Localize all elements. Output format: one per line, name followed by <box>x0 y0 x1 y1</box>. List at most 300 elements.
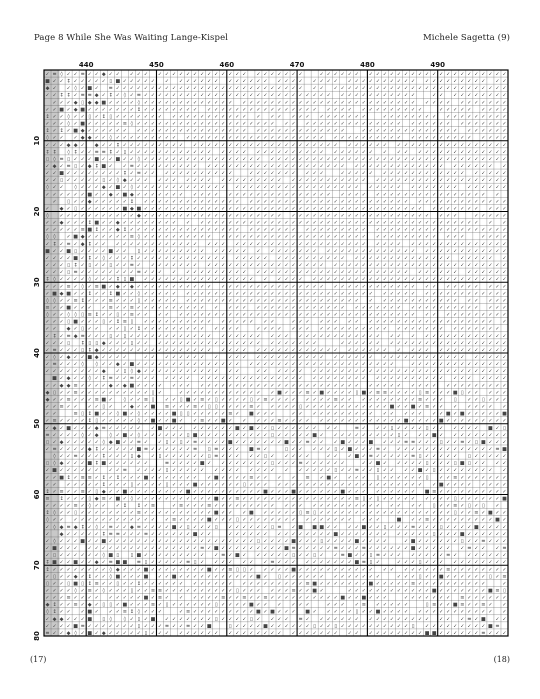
stitch-symbol: ✓ <box>410 361 416 368</box>
stitch-symbol: ✓ <box>171 213 177 220</box>
stitch-symbol: ✓ <box>193 191 198 198</box>
stitch-symbol: ■ <box>45 78 50 85</box>
stitch-symbol: ✓ <box>207 227 212 234</box>
stitch-symbol: ✓ <box>410 510 416 517</box>
stitch-symbol: ✓ <box>228 432 233 439</box>
stitch-symbol: ✓ <box>298 531 303 538</box>
stitch-symbol: ✓ <box>410 573 416 580</box>
stitch-symbol: ✓ <box>263 503 268 510</box>
stitch-symbol: ↕ <box>45 113 50 120</box>
stitch-symbol: ≡ <box>52 347 57 354</box>
stitch-symbol: ◆ <box>73 524 78 531</box>
stitch-symbol: ✓ <box>502 474 507 481</box>
stitch-symbol: ✓ <box>305 304 310 311</box>
stitch-symbol: ✓ <box>277 248 282 255</box>
stitch-symbol: ✓ <box>143 234 149 241</box>
stitch-symbol: ■ <box>185 488 191 495</box>
stitch-symbol: ↕ <box>122 227 127 234</box>
stitch-symbol: ✓ <box>502 283 507 290</box>
stitch-symbol: ✓ <box>403 276 409 283</box>
stitch-symbol: ✓ <box>108 389 113 396</box>
stitch-symbol: ✓ <box>157 319 163 326</box>
stitch-symbol: ✓ <box>340 375 345 382</box>
stitch-symbol: ✓ <box>474 503 479 510</box>
stitch-symbol: ✓ <box>326 276 331 283</box>
stitch-symbol: ◊ <box>81 432 84 439</box>
stitch-symbol: ✓ <box>108 361 113 368</box>
stitch-symbol: ≡ <box>453 503 458 510</box>
stitch-symbol: ✓ <box>333 163 338 170</box>
stitch-symbol: ✓ <box>347 467 352 474</box>
stitch-symbol: ✓ <box>375 177 381 184</box>
stitch-symbol: ✓ <box>256 297 261 304</box>
stitch-symbol: ✓ <box>467 283 472 290</box>
stitch-symbol: ✓ <box>368 262 374 269</box>
stitch-symbol: ◆ <box>73 99 78 106</box>
stitch-symbol: ↕ <box>101 375 106 382</box>
stitch-symbol: ✓ <box>256 156 261 163</box>
stitch-symbol: ✓ <box>80 213 85 220</box>
stitch-symbol: ◊ <box>102 255 105 262</box>
stitch-symbol: ◆ <box>80 128 85 135</box>
stitch-symbol: ✓ <box>73 425 78 432</box>
stitch-symbol: ✓ <box>298 333 303 340</box>
stitch-symbol: ✓ <box>375 248 381 255</box>
stitch-symbol: ✓ <box>256 198 261 205</box>
page-number-right: (18) <box>493 655 510 664</box>
stitch-symbol: ✓ <box>474 149 479 156</box>
stitch-symbol: ✓ <box>453 333 458 340</box>
stitch-symbol: ✓ <box>347 121 352 128</box>
stitch-symbol: ✓ <box>446 312 451 319</box>
stitch-symbol: ✓ <box>432 439 437 446</box>
stitch-symbol: ✓ <box>382 312 388 319</box>
stitch-symbol: ✓ <box>368 510 374 517</box>
stitch-symbol: ✓ <box>221 453 226 460</box>
stitch-symbol: ✓ <box>432 163 437 170</box>
stitch-symbol: ■ <box>87 191 93 198</box>
stitch-symbol: ✓ <box>319 595 324 602</box>
stitch-symbol: ✓ <box>178 467 184 474</box>
stitch-symbol: ↕ <box>136 106 142 113</box>
stitch-symbol: ✓ <box>256 262 261 269</box>
stitch-symbol: ✓ <box>178 78 184 85</box>
stitch-symbol: ✓ <box>488 439 493 446</box>
stitch-symbol: ✓ <box>439 517 444 524</box>
stitch-symbol: ✓ <box>52 304 57 311</box>
stitch-symbol: ✓ <box>375 269 381 276</box>
stitch-symbol: ✓ <box>242 623 247 630</box>
stitch-symbol: ✓ <box>228 340 233 347</box>
stitch-symbol: ✓ <box>340 368 345 375</box>
stitch-symbol: ✓ <box>80 368 85 375</box>
stitch-symbol: ✓ <box>242 213 247 220</box>
stitch-symbol: ✓ <box>333 481 338 488</box>
stitch-symbol: ✓ <box>186 368 191 375</box>
stitch-symbol: ✓ <box>200 78 205 85</box>
stitch-symbol: ▯ <box>439 524 443 531</box>
stitch-symbol: ✓ <box>73 481 78 488</box>
stitch-symbol: ✓ <box>347 496 352 503</box>
stitch-symbol: ✓ <box>403 368 409 375</box>
stitch-symbol: ✓ <box>467 602 472 609</box>
stitch-symbol: ▯ <box>214 616 218 623</box>
stitch-symbol: ✓ <box>446 587 451 594</box>
stitch-symbol: ✓ <box>446 347 451 354</box>
stitch-symbol: ✓ <box>474 213 479 220</box>
stitch-symbol: ✓ <box>389 319 395 326</box>
stitch-symbol: ✓ <box>326 389 331 396</box>
stitch-symbol: ✓ <box>277 496 282 503</box>
stitch-symbol: ✓ <box>396 156 402 163</box>
stitch-symbol: ✓ <box>122 361 127 368</box>
stitch-symbol: ◆ <box>122 177 127 184</box>
stitch-symbol: ✓ <box>129 241 134 248</box>
stitch-symbol: ✓ <box>52 198 57 205</box>
stitch-symbol: ◊ <box>123 616 127 623</box>
stitch-symbol: ✓ <box>326 524 331 531</box>
stitch-symbol: ✓ <box>460 276 465 283</box>
stitch-symbol: ✓ <box>94 326 99 333</box>
stitch-symbol: ✓ <box>481 609 486 616</box>
stitch-symbol: ✓ <box>242 524 247 531</box>
stitch-symbol: ■ <box>213 474 219 481</box>
stitch-symbol: ✓ <box>474 220 479 227</box>
stitch-symbol: ✓ <box>122 113 127 120</box>
stitch-symbol: ✓ <box>481 623 486 630</box>
stitch-symbol: ≡ <box>305 510 310 517</box>
stitch-symbol: ≡ <box>122 121 127 128</box>
stitch-symbol: ✓ <box>326 319 331 326</box>
stitch-symbol: ✓ <box>361 354 366 361</box>
stitch-symbol: ✓ <box>467 425 472 432</box>
stitch-symbol: ◆ <box>52 616 57 623</box>
stitch-symbol: ✓ <box>108 227 113 234</box>
stitch-symbol: ✓ <box>73 439 78 446</box>
stitch-symbol: ✓ <box>200 248 205 255</box>
stitch-symbol: ✓ <box>340 312 345 319</box>
stitch-symbol: ✓ <box>474 354 479 361</box>
stitch-symbol: ✓ <box>200 191 205 198</box>
stitch-symbol: ✓ <box>481 552 486 559</box>
stitch-symbol: ✓ <box>361 205 366 212</box>
stitch-symbol: ✓ <box>403 524 409 531</box>
stitch-symbol: ✓ <box>418 460 423 467</box>
stitch-symbol: ✓ <box>52 312 57 319</box>
stitch-symbol: ✓ <box>101 248 106 255</box>
stitch-symbol: ✓ <box>312 213 317 220</box>
stitch-symbol: ✓ <box>66 276 71 283</box>
stitch-symbol: ✓ <box>193 78 198 85</box>
stitch-symbol: ✓ <box>389 375 395 382</box>
stitch-symbol: ✓ <box>432 276 437 283</box>
stitch-symbol: ✓ <box>298 106 303 113</box>
stitch-symbol: ✓ <box>446 304 451 311</box>
stitch-symbol: ✓ <box>396 241 402 248</box>
stitch-symbol: ✓ <box>389 128 395 135</box>
stitch-symbol: ✓ <box>347 375 352 382</box>
stitch-symbol: ✓ <box>432 297 437 304</box>
stitch-symbol: ✓ <box>298 602 303 609</box>
stitch-symbol: ✓ <box>488 630 493 637</box>
stitch-symbol: ✓ <box>235 149 240 156</box>
stitch-symbol: ✓ <box>446 149 451 156</box>
stitch-symbol: ✓ <box>207 135 212 142</box>
stitch-symbol: ✓ <box>488 595 493 602</box>
stitch-symbol: ✓ <box>488 198 493 205</box>
stitch-symbol: ✓ <box>150 453 156 460</box>
stitch-symbol: ✓ <box>495 418 500 425</box>
stitch-symbol: ✓ <box>193 595 198 602</box>
stitch-symbol: ✓ <box>101 411 106 418</box>
stitch-symbol: ✓ <box>312 425 317 432</box>
stitch-symbol: ✓ <box>235 630 240 637</box>
stitch-symbol: ✓ <box>207 524 212 531</box>
stitch-symbol: ✓ <box>474 404 479 411</box>
stitch-symbol: ✓ <box>425 580 430 587</box>
stitch-symbol: ✓ <box>495 128 500 135</box>
stitch-symbol: ✓ <box>432 326 437 333</box>
stitch-symbol: ≡ <box>108 559 113 566</box>
stitch-symbol: ✓ <box>425 396 430 403</box>
stitch-symbol: ✓ <box>277 354 282 361</box>
stitch-symbol: ✓ <box>178 99 184 106</box>
stitch-symbol: ✓ <box>178 354 184 361</box>
stitch-symbol: ✓ <box>164 177 170 184</box>
stitch-symbol: ✓ <box>418 135 423 142</box>
stitch-symbol: ✓ <box>115 85 120 92</box>
stitch-symbol: ✓ <box>474 587 479 594</box>
stitch-symbol: ✓ <box>396 503 402 510</box>
stitch-symbol: ✓ <box>235 78 240 85</box>
stitch-symbol: ✓ <box>382 326 388 333</box>
stitch-symbol: ✓ <box>502 71 507 78</box>
stitch-symbol: ✓ <box>432 517 437 524</box>
stitch-symbol: ≡ <box>80 623 85 630</box>
stitch-symbol: ✓ <box>270 198 275 205</box>
stitch-symbol: ✓ <box>389 248 395 255</box>
stitch-symbol: ✓ <box>291 177 296 184</box>
stitch-symbol: ✓ <box>361 517 366 524</box>
stitch-symbol: ≡ <box>66 241 71 248</box>
stitch-symbol: ✓ <box>200 616 205 623</box>
stitch-symbol: ■ <box>45 248 50 255</box>
stitch-symbol: ✓ <box>291 85 296 92</box>
stitch-symbol: ≡ <box>52 361 57 368</box>
stitch-symbol: ✓ <box>312 396 317 403</box>
stitch-symbol: ✓ <box>446 333 451 340</box>
stitch-symbol: ✓ <box>284 368 289 375</box>
stitch-symbol: ✓ <box>319 121 324 128</box>
stitch-symbol: ✓ <box>291 198 296 205</box>
stitch-symbol: ✓ <box>291 92 296 99</box>
stitch-symbol: ■ <box>73 255 79 262</box>
stitch-symbol: ✓ <box>495 545 500 552</box>
stitch-symbol: ✓ <box>305 425 310 432</box>
stitch-symbol: ✓ <box>326 510 331 517</box>
stitch-symbol: ✓ <box>277 220 282 227</box>
stitch-symbol: ✓ <box>495 290 500 297</box>
stitch-symbol: ✓ <box>474 595 479 602</box>
stitch-symbol: ✓ <box>396 545 402 552</box>
stitch-symbol: ✓ <box>453 361 458 368</box>
stitch-symbol: ✓ <box>298 503 303 510</box>
stitch-symbol: ✓ <box>150 510 156 517</box>
stitch-symbol: ✓ <box>396 354 402 361</box>
stitch-symbol: ✓ <box>256 474 261 481</box>
stitch-symbol: ✓ <box>228 128 233 135</box>
stitch-symbol: ✓ <box>284 623 289 630</box>
stitch-symbol: ✓ <box>150 474 156 481</box>
stitch-symbol: ✓ <box>249 467 254 474</box>
stitch-symbol: ✓ <box>439 106 444 113</box>
stitch-symbol: ✓ <box>45 418 50 425</box>
stitch-symbol: ✓ <box>403 220 409 227</box>
stitch-symbol: ✓ <box>242 404 247 411</box>
stitch-symbol: ✓ <box>193 156 198 163</box>
stitch-symbol: ✓ <box>382 375 388 382</box>
stitch-symbol: ✓ <box>298 92 303 99</box>
stitch-symbol: ✓ <box>354 177 359 184</box>
stitch-symbol: ✓ <box>305 453 310 460</box>
stitch-symbol: ✓ <box>186 121 191 128</box>
stitch-symbol: ✓ <box>502 198 507 205</box>
stitch-symbol: ≡ <box>108 524 113 531</box>
stitch-symbol: ✓ <box>410 170 416 177</box>
stitch-symbol: ✓ <box>432 177 437 184</box>
stitch-symbol: ✓ <box>432 552 437 559</box>
stitch-symbol: ≡ <box>66 283 71 290</box>
stitch-symbol: ✓ <box>333 439 338 446</box>
stitch-symbol: ✓ <box>418 524 423 531</box>
stitch-symbol: ✓ <box>108 418 113 425</box>
stitch-symbol: ✓ <box>150 255 156 262</box>
stitch-symbol: ◆ <box>129 524 134 531</box>
stitch-symbol: ✓ <box>361 290 366 297</box>
stitch-symbol: ✓ <box>263 177 268 184</box>
stitch-symbol: ✓ <box>340 503 345 510</box>
stitch-symbol: ▯ <box>474 439 478 446</box>
stitch-symbol: ✓ <box>242 609 247 616</box>
stitch-symbol: ✓ <box>488 283 493 290</box>
stitch-symbol: ≡ <box>460 439 465 446</box>
stitch-symbol: ✓ <box>326 503 331 510</box>
stitch-symbol: ▯ <box>46 156 49 163</box>
stitch-symbol: ✓ <box>228 170 233 177</box>
stitch-symbol: ✓ <box>242 156 247 163</box>
column-label: 450 <box>149 61 164 69</box>
stitch-symbol: ✓ <box>284 333 289 340</box>
stitch-symbol: ✓ <box>326 99 331 106</box>
stitch-symbol: ✓ <box>108 71 113 78</box>
stitch-symbol: ✓ <box>45 411 50 418</box>
stitch-symbol: ✓ <box>171 333 177 340</box>
stitch-symbol: ✓ <box>467 340 472 347</box>
stitch-symbol: ✓ <box>59 432 64 439</box>
stitch-symbol: ✓ <box>129 99 134 106</box>
stitch-symbol: ✓ <box>207 106 212 113</box>
stitch-symbol: ✓ <box>361 262 366 269</box>
stitch-symbol: ✓ <box>200 177 205 184</box>
stitch-symbol: ✓ <box>143 177 149 184</box>
stitch-symbol: ▯ <box>376 496 380 503</box>
stitch-symbol: ✓ <box>410 389 416 396</box>
stitch-symbol: ✓ <box>150 481 156 488</box>
stitch-symbol: ✓ <box>488 121 493 128</box>
stitch-symbol: ■ <box>354 559 360 566</box>
stitch-symbol: ✓ <box>186 213 191 220</box>
stitch-symbol: ✓ <box>403 177 409 184</box>
stitch-symbol: ◊ <box>109 573 113 580</box>
stitch-symbol: ✓ <box>474 396 479 403</box>
stitch-symbol: ■ <box>73 559 79 566</box>
stitch-symbol: ✓ <box>312 106 317 113</box>
stitch-symbol: ✓ <box>474 262 479 269</box>
stitch-symbol: ≡ <box>101 425 106 432</box>
stitch-symbol: ✓ <box>312 283 317 290</box>
stitch-symbol: ✓ <box>122 78 127 85</box>
stitch-symbol: ✓ <box>143 191 149 198</box>
stitch-symbol: ✓ <box>298 382 303 389</box>
stitch-symbol: ✓ <box>439 347 444 354</box>
stitch-symbol: ✓ <box>221 439 226 446</box>
stitch-symbol: ✓ <box>171 496 177 503</box>
stitch-symbol: ✓ <box>164 580 170 587</box>
stitch-symbol: ✓ <box>403 191 409 198</box>
stitch-symbol: ✓ <box>115 510 120 517</box>
stitch-symbol: ≡ <box>73 602 78 609</box>
stitch-symbol: ✓ <box>432 382 437 389</box>
stitch-symbol: ◆ <box>66 354 71 361</box>
stitch-symbol: ◊ <box>74 85 77 92</box>
stitch-symbol: ✓ <box>249 156 254 163</box>
stitch-symbol: ✓ <box>143 163 149 170</box>
stitch-symbol: ✓ <box>186 156 191 163</box>
stitch-symbol: ✓ <box>382 135 388 142</box>
stitch-symbol: ✓ <box>52 587 57 594</box>
stitch-symbol: ◆ <box>80 241 85 248</box>
stitch-symbol: ↕ <box>136 326 142 333</box>
stitch-symbol: ✓ <box>502 538 507 545</box>
stitch-symbol: ✓ <box>200 425 205 432</box>
stitch-symbol: ✓ <box>488 184 493 191</box>
stitch-symbol: ✓ <box>375 538 381 545</box>
stitch-symbol: ✓ <box>446 510 451 517</box>
stitch-symbol: ✓ <box>340 623 345 630</box>
stitch-symbol: ✓ <box>94 78 99 85</box>
stitch-symbol: ✓ <box>150 99 156 106</box>
stitch-symbol: ✓ <box>164 418 170 425</box>
stitch-symbol: ✓ <box>270 630 275 637</box>
stitch-symbol: ✓ <box>298 262 303 269</box>
stitch-symbol: ▯ <box>193 559 197 566</box>
stitch-symbol: ✓ <box>136 220 142 227</box>
stitch-symbol: ✓ <box>263 432 268 439</box>
stitch-symbol: ✓ <box>73 326 78 333</box>
stitch-symbol: ✓ <box>453 481 458 488</box>
stitch-symbol: ✓ <box>214 304 219 311</box>
stitch-symbol: ✓ <box>291 191 296 198</box>
stitch-symbol: ✓ <box>368 248 374 255</box>
stitch-symbol: ✓ <box>59 503 64 510</box>
stitch-symbol: ✓ <box>439 99 444 106</box>
stitch-symbol: ✓ <box>157 297 163 304</box>
stitch-symbol: ✓ <box>80 156 85 163</box>
stitch-symbol: ✓ <box>157 559 163 566</box>
stitch-symbol: ✓ <box>207 609 212 616</box>
stitch-symbol: ✓ <box>368 389 374 396</box>
stitch-symbol: ↕ <box>87 347 92 354</box>
